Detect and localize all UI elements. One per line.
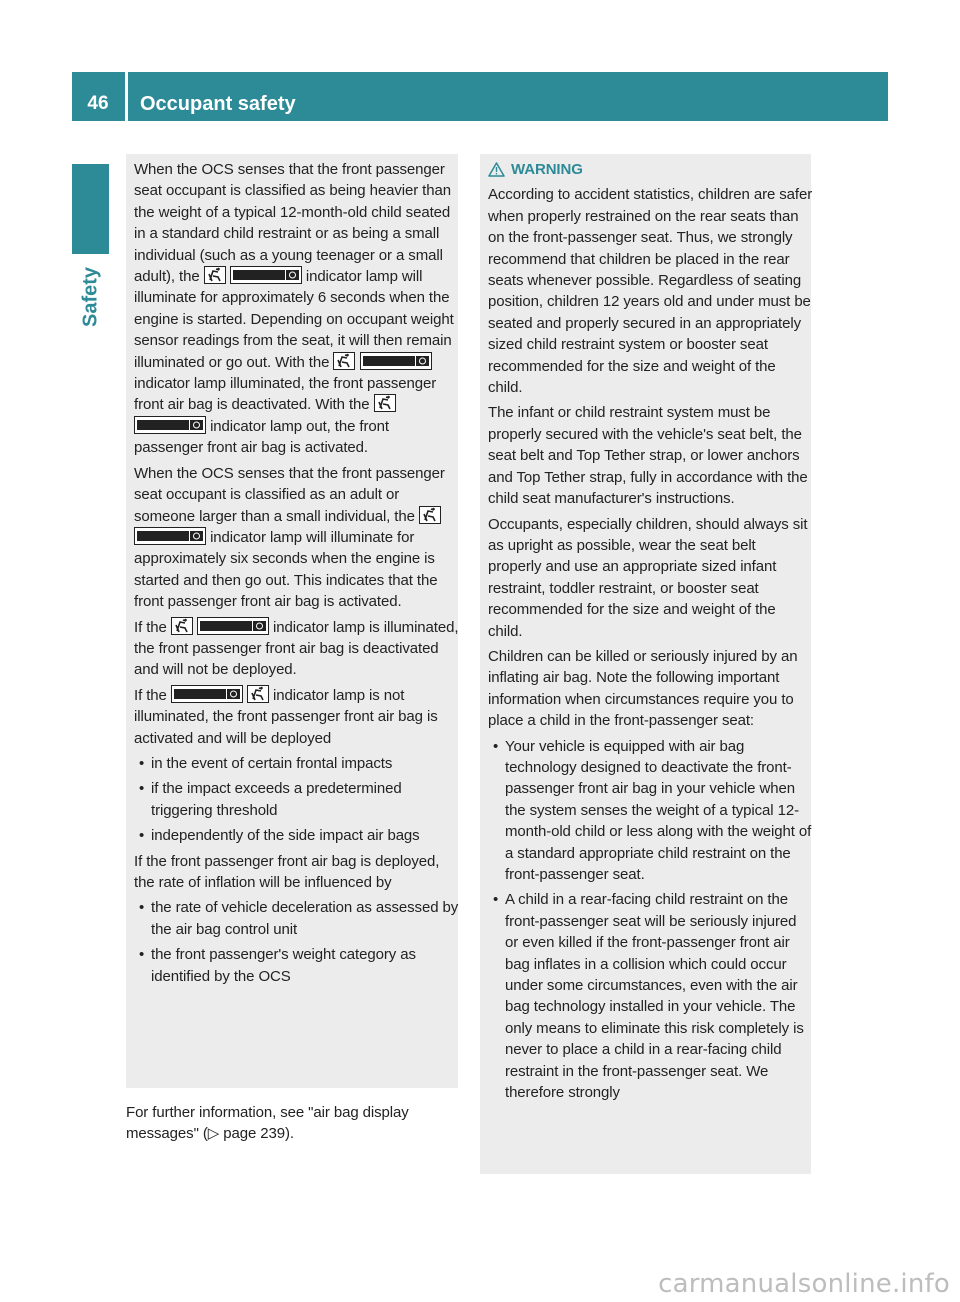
child-seat-airbag-icon bbox=[204, 266, 226, 284]
paragraph: Occupants, especially children, should always sit as upright as possible, wear the seat belt properly and use an appropriate sized infant restraint, toddler restraint, or booster seat recommended for the size and weight of the child. bbox=[488, 515, 808, 640]
watermark: carmanualsonline.info bbox=[658, 1269, 950, 1299]
page-number: 46 bbox=[87, 93, 109, 114]
text: indicator lamp out, the front passenger front air bag is activated. bbox=[134, 417, 389, 457]
side-tab bbox=[72, 262, 109, 332]
warning-triangle-icon bbox=[488, 162, 505, 177]
side-tab-label: Safety bbox=[79, 266, 101, 328]
further-info-text bbox=[126, 1102, 466, 1149]
text: indicator lamp is not illuminated, the front passenger front air bag is activated and will be deployed bbox=[134, 686, 438, 747]
child-seat-airbag-icon bbox=[374, 394, 396, 412]
pass-airbag-off-icon bbox=[134, 416, 206, 434]
child-seat-airbag-icon bbox=[419, 506, 441, 524]
list-item: • Your vehicle is equipped with air bag technology designed to deactivate the front-passenger front air bag in your vehicle when the system senses the weight of a typical 12-month-old child or less along with the weight of a standard appropriate child restraint on the front-passenger seat. bbox=[488, 736, 813, 886]
warning-title: WARNING bbox=[511, 161, 583, 178]
paragraph bbox=[134, 463, 459, 613]
side-tab-block bbox=[72, 164, 109, 254]
paragraph: If the front passenger front air bag is deployed, the rate of inflation will be influenced by bbox=[134, 852, 440, 891]
text: If the bbox=[134, 618, 167, 636]
text: indicator lamp is illuminated, the front passenger front air bag is deactivated and will not be deployed. bbox=[134, 618, 459, 679]
page-title: Occupant safety bbox=[140, 93, 296, 115]
child-seat-airbag-icon bbox=[247, 685, 269, 703]
pass-airbag-off-icon bbox=[197, 617, 269, 635]
warning-heading bbox=[488, 159, 813, 180]
text: If the bbox=[134, 686, 167, 704]
paragraph: Children can be killed or seriously injured by an inflating air bag. Note the following important information when circumstances require you to place a child in the front-passenger seat: bbox=[488, 647, 798, 730]
child-seat-airbag-icon bbox=[171, 617, 193, 635]
paragraph: For further information, see "air bag display messages" (▷ page 239). bbox=[126, 1104, 409, 1143]
pass-airbag-off-icon bbox=[360, 352, 432, 370]
paragraph: According to accident statistics, children are safer when properly restrained on the rear seats than on the front-passenger seat. Thus, we strongly recommend that children be placed in the rear seats whenever possible. Regardless of seating position, children 12 years old and under must be seated and properly secured in an appropriately sized child restraint system or booster seat recommended for the size and weight of the child. bbox=[488, 186, 813, 397]
paragraph bbox=[134, 685, 459, 749]
header-divider bbox=[125, 72, 128, 121]
warning-box bbox=[480, 154, 811, 1174]
list-item: • the rate of vehicle deceleration as assessed by the air bag control unit bbox=[134, 897, 459, 940]
list-item: • the front passenger's weight category as identified by the OCS bbox=[134, 944, 459, 987]
list-item: • in the event of certain frontal impacts bbox=[134, 753, 459, 774]
text: When the OCS senses that the front passenger seat occupant is classified as being heavier than the weight of a typical 12-month-old child seated in a standard child restraint or as being a small individual (such as a young teenager or a small adult), the bbox=[134, 161, 451, 286]
text: indicator lamp illuminated, the front passenger front air bag is deactivated. With the bbox=[134, 375, 437, 414]
text: indicator lamp will illuminate for approximately 6 seconds when the engine is started. Depending on occupant weight sensor readings from the seat, it will then remain illuminated or go out. With the bbox=[134, 268, 454, 371]
text: When the OCS senses that the front passenger seat occupant is classified as an adult or someone larger than a small individual, the bbox=[134, 464, 445, 525]
list-item: • independently of the side impact air bags bbox=[134, 825, 459, 846]
pass-airbag-off-icon bbox=[134, 527, 206, 545]
list-item: • A child in a rear-facing child restraint on the front-passenger seat will be seriously injured or even killed if the front-passenger front air bag inflates in a collision which could occur under some circumstances, even with the air bag technology installed in your vehicle. The only means to eliminate this risk completely is never to place a child in a rear-facing child restraint in the front-passenger seat. We therefore strongly bbox=[488, 889, 813, 1103]
pass-airbag-off-icon bbox=[230, 266, 302, 284]
paragraph: The infant or child restraint system must be properly secured with the vehicle's seat belt, the seat belt and Top Tether strap, or lower anchors and Top Tether strap, fully in accordance with the child seat manufacturer's instructions. bbox=[488, 404, 808, 508]
paragraph bbox=[134, 159, 459, 459]
text: indicator lamp will illuminate for approximately six seconds when the engine is started and then go out. This indicates that the front passenger front air bag is activated. bbox=[134, 528, 438, 611]
pass-airbag-off-icon bbox=[171, 685, 243, 703]
child-seat-airbag-icon bbox=[333, 352, 355, 370]
paragraph bbox=[134, 617, 459, 681]
list-item: • if the impact exceeds a predetermined triggering threshold bbox=[134, 778, 459, 821]
left-info-box bbox=[126, 154, 458, 1088]
